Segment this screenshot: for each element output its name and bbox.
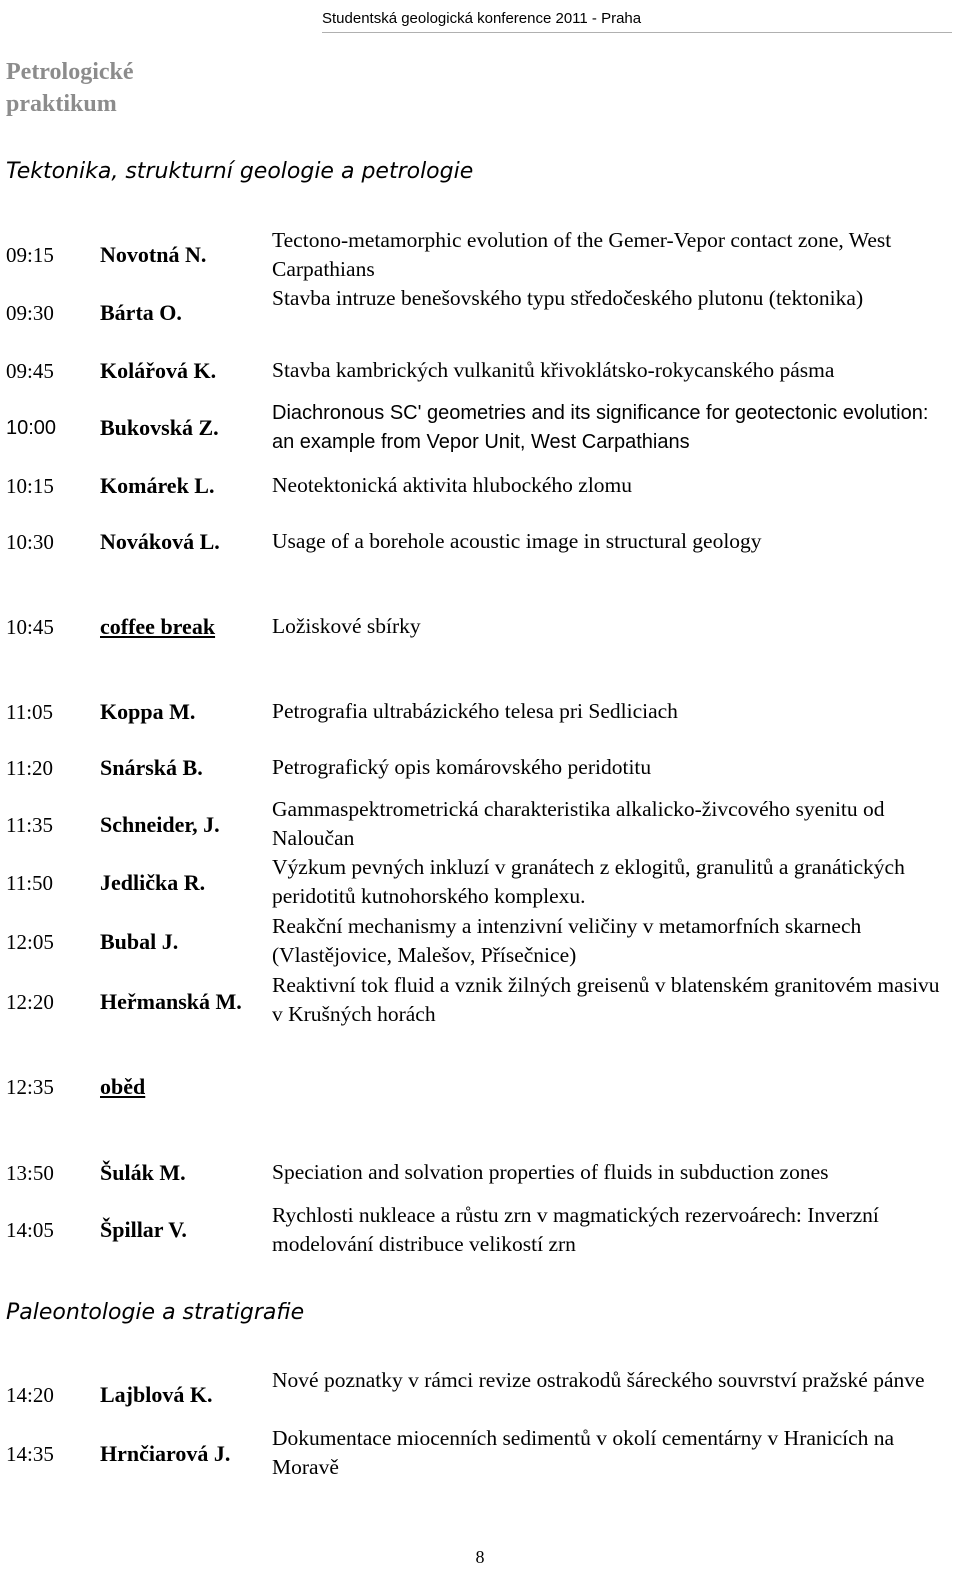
row-title: Speciation and solvation properties of fluids in subduction zones [272,1160,829,1184]
row-speaker: Nováková L. [100,529,220,554]
section-heading-petrology: Petrologické praktikum [6,59,134,117]
row-title: Stavba intruze benešovského typu středočeského plutonu (tektonika) [272,286,864,310]
row-title: Usage of a borehole acoustic image in structural geology [272,529,762,553]
row-time: 14:05 [6,1218,54,1242]
row-speaker: Novotná N. [100,242,207,267]
row-time: 14:35 [6,1442,54,1466]
row-title: Gammaspektrometrická charakteristika alkalicko-živcového syenitu od Naloučan [272,797,885,850]
row-time: 13:50 [6,1161,54,1185]
row-time: 10:45 [6,615,54,639]
row-time: 11:05 [6,700,54,724]
row-time: 11:20 [6,756,54,780]
page-number: 8 [475,1547,485,1567]
row-time: 09:15 [6,243,54,267]
row-speaker: Lajblová K. [100,1382,213,1407]
row-title: Stavba kambrických vulkanitů křivoklátsko-rokycanského pásma [272,358,835,382]
row-speaker: Špillar V. [100,1217,187,1242]
row-time: 10:15 [6,474,54,498]
row-title: Petrografia ultrabázického telesa pri Sedliciach [272,699,678,723]
row-title: Petrografický opis komárovského peridotitu [272,755,652,779]
row-title: Ložiskové sbírky [272,614,421,638]
section-heading-tectonics: Tektonika, strukturní geologie a petrologie [6,159,474,184]
row-time: 12:35 [6,1075,54,1099]
row-title: Diachronous SC' geometries and its significance for geotectonic evolution: an example from Vepor Unit, West Carpathians [272,402,929,453]
row-speaker: Bárta O. [100,300,182,325]
row-speaker: Kolářová K. [100,358,217,383]
row-speaker: Bubal J. [100,929,179,954]
row-speaker: Bukovská Z. [100,415,219,440]
row-time: 12:20 [6,990,54,1014]
section-heading-paleontology: Paleontologie a stratigrafie [6,1300,305,1325]
row-time: 11:50 [6,871,54,895]
row-speaker: Snárská B. [100,755,203,780]
conference-title: Studentská geologická konference 2011 - Praha [322,10,642,27]
row-speaker: Jedlička R. [100,870,206,895]
row-speaker: Schneider, J. [100,812,220,837]
row-title: Neotektonická aktivita hlubockého zlomu [272,473,633,497]
row-time: 11:35 [6,813,54,837]
row-time: 12:05 [6,930,54,954]
row-title: Rychlosti nukleace a růstu zrn v magmatických rezervoárech: Inverzní modelování distribuce velikostí zrn [272,1203,879,1256]
row-speaker: coffee break [100,614,216,639]
row-title: Reaktivní tok fluid a vznik žilných greisenů v blatenském granitovém masivu v Krušných horách [272,973,940,1026]
row-time: 14:20 [6,1383,54,1407]
row-speaker: Komárek L. [100,473,215,498]
row-time: 10:30 [6,530,54,554]
row-time: 10:00 [6,417,57,439]
row-speaker: Koppa M. [100,699,196,724]
row-title: Reakční mechanismy a intenzivní veličiny v metamorfních skarnech (Vlastějovice, Malešov, Přísečnice) [272,914,862,967]
row-speaker: Heřmanská M. [100,989,242,1014]
row-speaker: Hrnčiarová J. [100,1441,231,1466]
row-time: 09:30 [6,301,54,325]
row-time: 09:45 [6,359,54,383]
running-header [322,6,952,33]
row-speaker: oběd [100,1074,146,1099]
row-title: Dokumentace miocenních sedimentů v okolí cementárny v Hranicích na Moravě [272,1426,895,1479]
row-title: Výzkum pevných inkluzí v granátech z eklogitů, granulitů a granátických peridotitů kutnohorského komplexu. [272,855,905,908]
row-speaker: Šulák M. [100,1160,186,1185]
row-title: Nové poznatky v rámci revize ostrakodů šáreckého souvrství pražské pánve [272,1368,925,1392]
row-title: Tectono-metamorphic evolution of the Gemer-Vepor contact zone, West Carpathians [272,228,892,281]
